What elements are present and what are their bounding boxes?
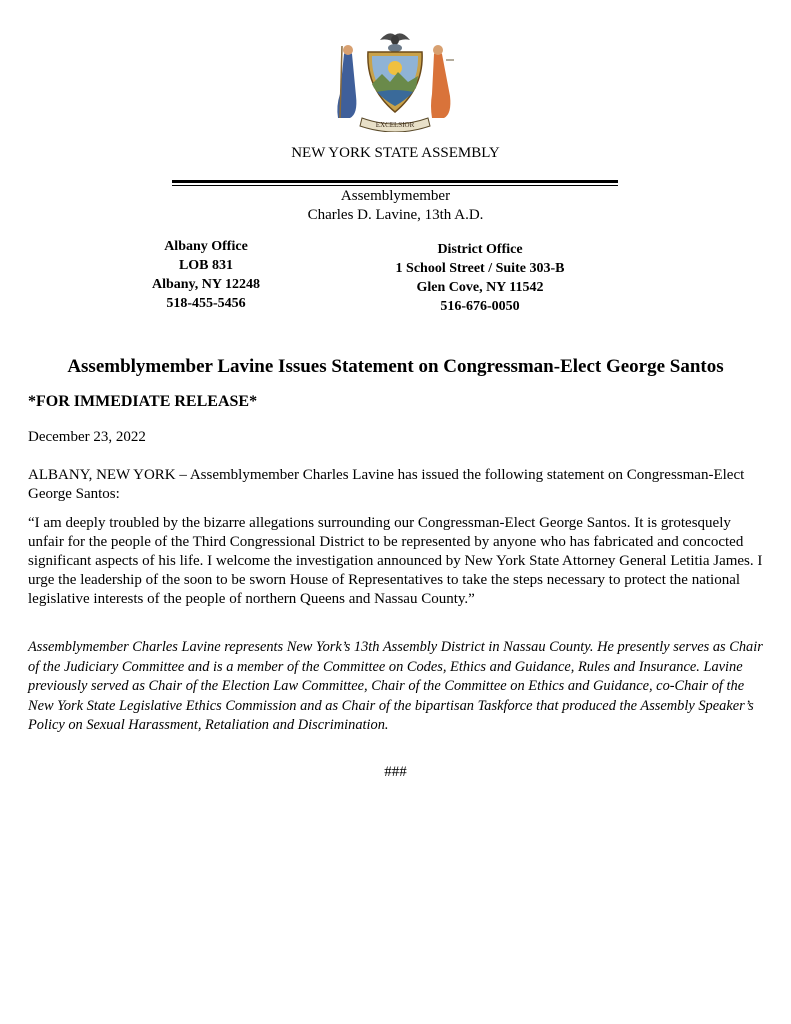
release-date: December 23, 2022 [28,429,146,445]
district-office-title: District Office [437,242,523,257]
district-office-city: Glen Cove, NY 11542 [416,280,544,295]
albany-office-phone: 518-455-5456 [166,296,246,311]
statement-quote: “I am deeply troubled by the bizarre allegations surrounding our Congressman-Elect George Santos. It is grotesquely unfair for the people of the Third Congressional District to be represented by anyone who has fabricated and concocted significant aspects of his life. I welcome the investigation announced by New York State Attorney General Letitia James. I urge the leadership of the soon to be sworn House of Representatives to take the steps necessary to protect the national legislative interests of the people of northern Queens and Nassau County.” [28,515,763,607]
organization-name: NEW YORK STATE ASSEMBLY [291,145,500,161]
member-bio: Assemblymember Charles Lavine represents New York’s 13th Assembly District in Nassau County. He presently serves as Chair of the Judiciary Committee and is a member of the Committee on Codes, Ethics and Guidance, Rules and Insurance. Lavine previously served as Chair of the Election Law Committee, Chair of the Committee on Ethics and Guidance, co-Chair of the New York State Legislative Ethics Commission and as Chair of the bipartisan Taskforce that produced the Assembly Speaker’s Policy on Sexual Harassment, Retaliation and Discrimination. [28,639,763,733]
press-release-headline: Assemblymember Lavine Issues Statement on Congressman-Elect George Santos [67,356,724,377]
albany-office-title: Albany Office [164,239,248,254]
albany-office-city: Albany, NY 12248 [151,277,260,292]
member-title: Assemblymember [340,188,451,204]
albany-office-block [126,237,286,313]
header-rule-thick [172,180,618,183]
release-tag: *FOR IMMEDIATE RELEASE* [28,393,258,410]
state-seal-logo [330,26,460,132]
district-office-block [360,240,600,316]
district-office-phone: 516-676-0050 [440,299,520,314]
end-mark: ### [384,764,407,780]
intro-paragraph: ALBANY, NEW YORK – Assemblymember Charles Lavine has issued the following statement on Congressman-Elect George Santos: [28,467,745,502]
member-name: Charles D. Lavine, 13th A.D. [307,207,484,223]
district-office-street: 1 School Street / Suite 303-B [395,261,565,276]
header-rule-thin [172,185,618,186]
seal-motto-text: EXCELSIOR [375,121,415,129]
albany-office-room: LOB 831 [178,258,234,273]
